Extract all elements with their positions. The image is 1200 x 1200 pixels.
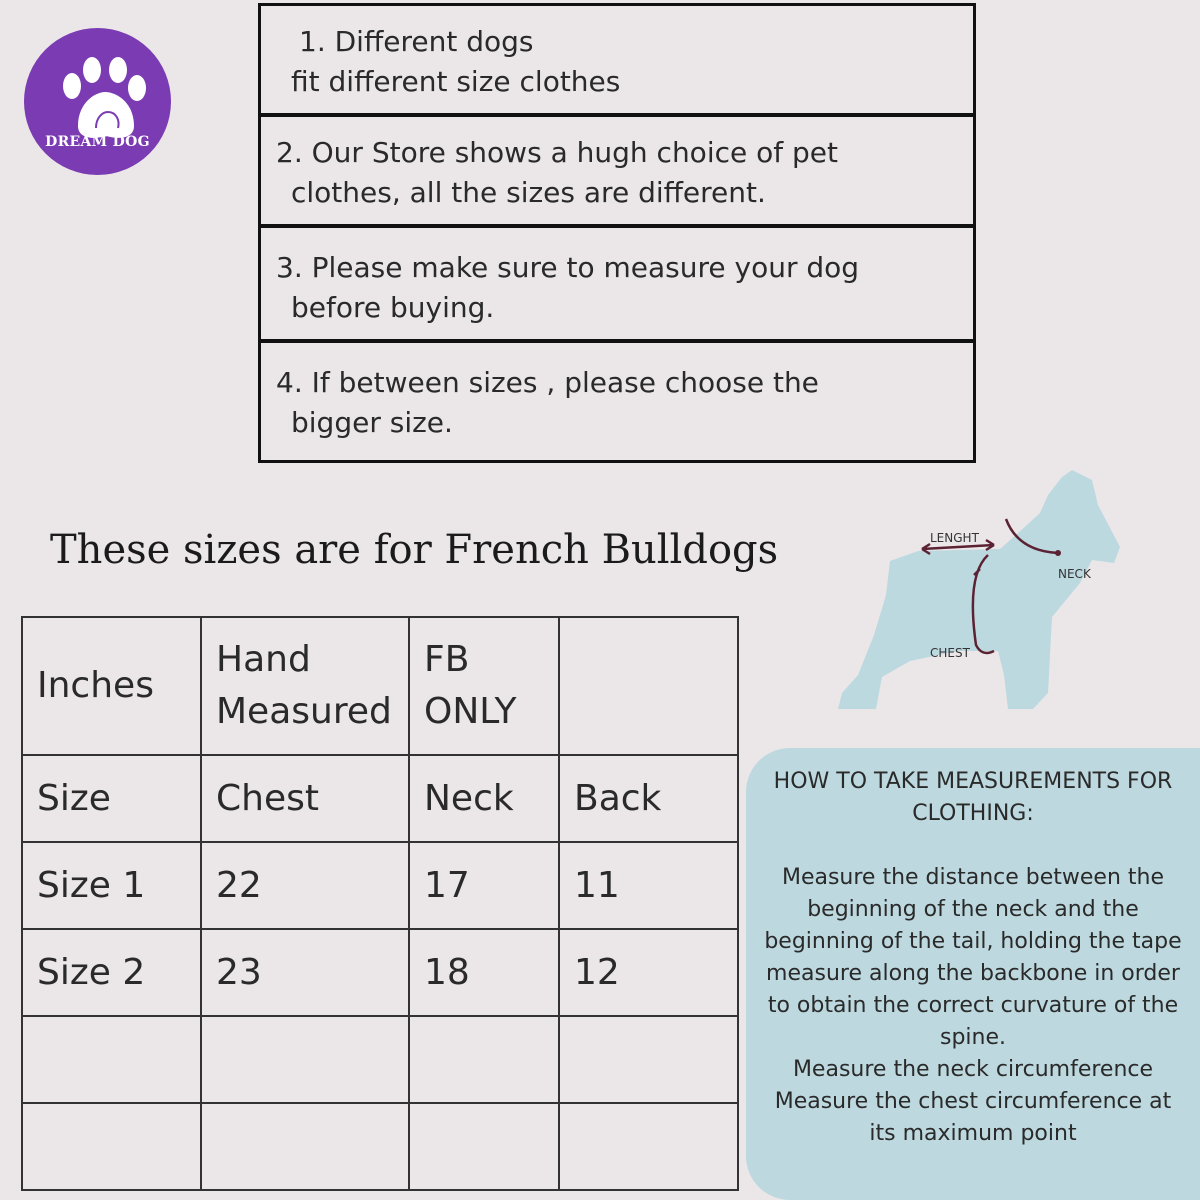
note-1 — [261, 6, 973, 117]
instruction-chest: Measure the chest circumference at its maximum point — [774, 1089, 1172, 1146]
chest-label: CHEST — [930, 646, 970, 660]
table-cell: Neck — [409, 755, 559, 842]
table-cell: Size 1 — [22, 842, 201, 929]
note-3 — [261, 232, 973, 343]
note-1-line-2: fit different size clothes — [291, 65, 621, 98]
note-4-line-1: 4. If between sizes , please choose the — [276, 366, 819, 399]
instruction-neck: Measure the neck circumference — [792, 1057, 1154, 1082]
table-cell — [22, 1016, 201, 1103]
table-cell — [559, 1016, 738, 1103]
paw-icon — [24, 28, 171, 175]
note-4 — [261, 347, 973, 458]
table-cell: Hand Measured — [201, 617, 409, 755]
table-cell: FB ONLY — [409, 617, 559, 755]
page-title: These sizes are for French Bulldogs — [50, 527, 779, 573]
note-3-line-2: before buying. — [291, 291, 495, 324]
note-2-line-1: 2. Our Store shows a hugh choice of pet — [276, 136, 838, 169]
table-cell: Size — [22, 755, 201, 842]
dog-measurement-diagram — [830, 465, 1130, 720]
table-cell — [559, 1103, 738, 1190]
table-header-row — [22, 617, 738, 755]
table-cell — [201, 1016, 409, 1103]
table-cell: 23 — [201, 929, 409, 1016]
size-table — [21, 616, 739, 1191]
table-row — [22, 1016, 738, 1103]
dog-silhouette — [838, 470, 1120, 709]
logo-text: DREAM DOG — [45, 134, 150, 150]
note-2-line-2: clothes, all the sizes are different. — [291, 176, 766, 209]
table-cell: Size 2 — [22, 929, 201, 1016]
table-cell — [409, 1016, 559, 1103]
table-cell: 11 — [559, 842, 738, 929]
table-cell — [409, 1103, 559, 1190]
table-cell: 17 — [409, 842, 559, 929]
dream-dog-logo — [24, 28, 171, 175]
note-3-line-1: 3. Please make sure to measure your dog — [276, 251, 860, 284]
instruction-length: Measure the distance between the beginning of the neck and the beginning of the tail, holding the tape measure along the backbone in order to obtain the correct curvature of the spine. — [764, 865, 1182, 1050]
table-cell: Back — [559, 755, 738, 842]
table-row — [22, 1103, 738, 1190]
table-cell: 22 — [201, 842, 409, 929]
table-cell: 18 — [409, 929, 559, 1016]
table-cell — [22, 1103, 201, 1190]
table-row — [22, 842, 738, 929]
neck-label: NECK — [1058, 567, 1091, 581]
note-4-line-2: bigger size. — [291, 406, 453, 439]
notes-box — [258, 3, 976, 463]
instructions-title: HOW TO TAKE MEASUREMENTS FOR CLOTHING: — [773, 769, 1173, 826]
note-1-line-1: 1. Different dogs — [299, 25, 534, 58]
table-cell: Chest — [201, 755, 409, 842]
table-row — [22, 929, 738, 1016]
measurement-instructions — [746, 748, 1200, 1200]
table-cell — [201, 1103, 409, 1190]
table-cell — [559, 617, 738, 755]
table-cell: 12 — [559, 929, 738, 1016]
length-label: LENGHT — [930, 531, 979, 545]
table-column-row — [22, 755, 738, 842]
note-2 — [261, 117, 973, 228]
table-cell: Inches — [22, 617, 201, 755]
